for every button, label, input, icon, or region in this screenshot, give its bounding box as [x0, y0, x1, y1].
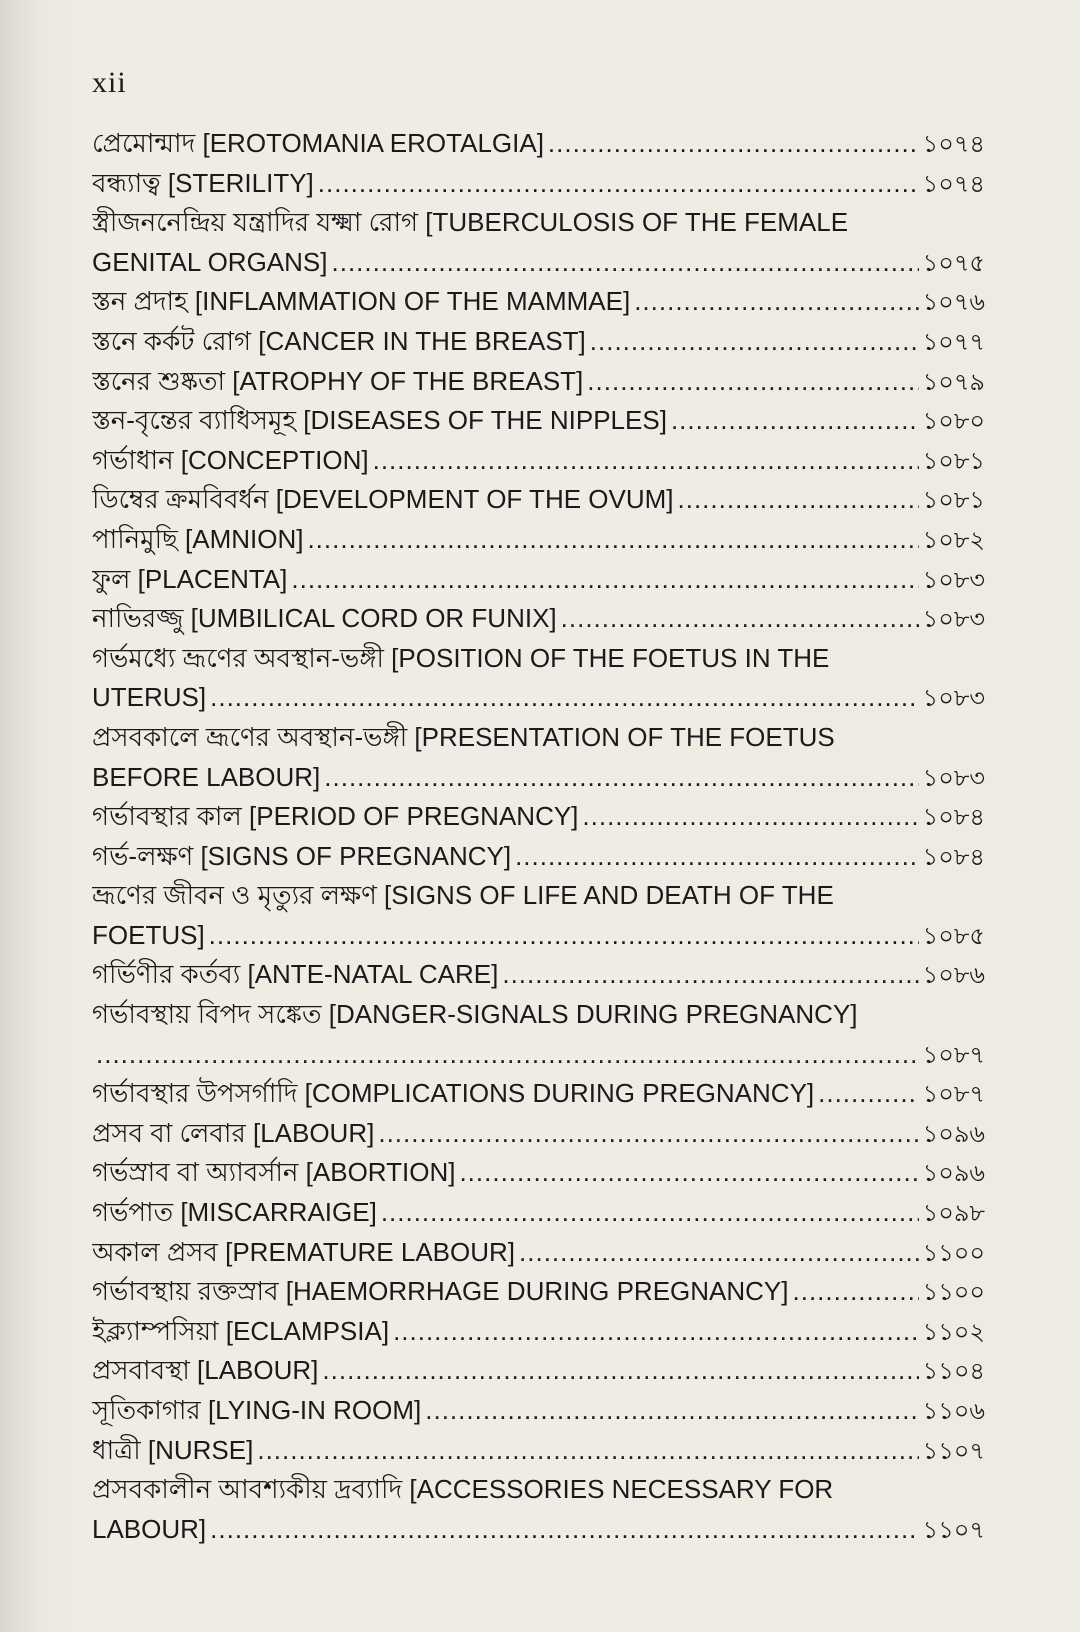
dot-leader [307, 520, 918, 560]
dot-leader [515, 837, 919, 877]
dot-leader [393, 1312, 919, 1352]
toc-entry-title: গর্ভাবস্থার কাল [PERIOD OF PREGNANCY] [92, 801, 579, 832]
toc-entry-page-number: ১১০০ [922, 1278, 985, 1307]
toc-entry-page-number: ১০৮৩ [922, 605, 985, 634]
toc-entry-page-number: ১০৮৭ [922, 1040, 985, 1069]
dot-leader [634, 282, 918, 322]
toc-entry-page-number: ১০৭৪ [922, 169, 985, 198]
toc-entry-title: নাভিরজ্জু [UMBILICAL CORD OR FUNIX] [92, 603, 557, 634]
toc-entry [92, 480, 985, 520]
toc-entry [92, 362, 985, 402]
toc-entry-page-number: ১১০৪ [922, 1357, 985, 1386]
toc-entry-title: BEFORE LABOUR] [92, 761, 321, 792]
toc-entry [92, 322, 985, 362]
toc-entry-title: প্রসবাবস্থা [LABOUR] [92, 1355, 319, 1386]
toc-entry-line [92, 560, 985, 600]
toc-entry-line [92, 441, 985, 481]
dot-leader [373, 441, 919, 481]
toc-entry-page-number: ১০৮৪ [922, 803, 985, 832]
dot-leader [96, 1035, 919, 1075]
toc-entry-title: গর্ভ-লক্ষণ [SIGNS OF PREGNANCY] [92, 840, 512, 871]
toc-entry-line [92, 480, 985, 520]
toc-entry [92, 955, 985, 995]
dot-leader [209, 916, 919, 956]
toc-entry-line [92, 1153, 985, 1193]
toc-entry-title: স্তনের শুষ্কতা [ATROPHY OF THE BREAST] [92, 365, 584, 396]
toc-entry-title-line: গর্ভাবস্থায় বিপদ সঙ্কেত [DANGER-SIGNALS DURING PREGNANCY] [92, 999, 858, 1030]
toc-entry-page-number: ১০৮৫ [922, 921, 985, 950]
toc-entry-title: পানিমুছি [AMNION] [92, 523, 304, 554]
dot-leader [459, 1153, 918, 1193]
toc-entry-line [92, 1312, 985, 1352]
toc-entry [92, 1351, 985, 1391]
toc-entry-title: ফুল [PLACENTA] [92, 563, 288, 594]
toc-entry-title: FOETUS] [92, 919, 205, 950]
toc-entry-title: ইক্ল্যাম্পসিয়া [ECLAMPSIA] [92, 1315, 390, 1346]
toc-entry [92, 718, 985, 797]
table-of-contents [92, 124, 985, 1549]
toc-entry-page-number: ১০৭৪ [922, 130, 985, 158]
toc-entry-line [92, 1193, 985, 1233]
toc-entry-title: অকাল প্রসব [PREMATURE LABOUR] [92, 1236, 516, 1267]
toc-entry-title: ডিম্বের ক্রমবিবর্ধন [DEVELOPMENT OF THE OVUM] [92, 484, 674, 515]
toc-entry-line [92, 362, 985, 402]
toc-entry-line [92, 1074, 985, 1114]
toc-entry-page-number: ১০৭৫ [922, 248, 985, 277]
toc-entry-line [92, 599, 985, 639]
toc-entry-line [92, 401, 985, 441]
toc-entry-page-number: ১১০০ [922, 1238, 985, 1267]
toc-entry [92, 639, 985, 718]
toc-entry-title: প্রসব বা লেবার [LABOUR] [92, 1117, 375, 1148]
toc-entry-title: প্রেমোন্মাদ [EROTOMANIA EROTALGIA] [92, 128, 544, 158]
toc-entry-line [92, 797, 985, 837]
toc-entry-title: গর্ভাবস্থায় রক্তস্রাব [HAEMORRHAGE DURING PREGNANCY] [92, 1276, 789, 1307]
toc-entry [92, 401, 985, 441]
dot-leader [291, 560, 918, 600]
toc-entry [92, 1470, 985, 1549]
toc-entry-title: গর্ভিণীর কর্তব্য [ANTE-NATAL CARE] [92, 959, 499, 990]
dot-leader [322, 1351, 918, 1391]
page-number: xii [92, 66, 127, 99]
dot-leader [818, 1074, 919, 1114]
toc-entry-title: স্তন-বৃন্তের ব্যাধিসমূহ [DISEASES OF THE NIPPLES] [92, 405, 667, 436]
toc-entry [92, 520, 985, 560]
dot-leader [332, 243, 919, 283]
toc-entry-line [92, 1510, 985, 1550]
toc-entry-title: গর্ভাবস্থার উপসর্গাদি [COMPLICATIONS DURING PREGNANCY] [92, 1078, 815, 1109]
dot-leader [671, 401, 919, 441]
toc-entry-title-line: প্রসবকালীন আবশ্যকীয় দ্রব্যাদি [ACCESSORIES NECESSARY FOR [92, 1474, 834, 1505]
toc-entry-page-number: ১১০৭ [922, 1515, 985, 1544]
dot-leader [561, 599, 919, 639]
toc-entry-line [92, 1114, 985, 1154]
toc-entry [92, 837, 985, 877]
toc-entry-line [92, 322, 985, 362]
toc-entry-title: গর্ভস্রাব বা অ্যাবর্সান [ABORTION] [92, 1157, 456, 1188]
toc-entry [92, 282, 985, 322]
toc-entry-line [92, 1391, 985, 1431]
toc-entry [92, 164, 985, 204]
toc-entry-line [92, 124, 985, 164]
toc-entry [92, 1272, 985, 1312]
toc-entry-line [92, 1035, 985, 1075]
dot-leader [548, 124, 919, 164]
toc-entry [92, 1114, 985, 1154]
toc-entry-page-number: ১০৯৬ [922, 1159, 985, 1188]
toc-entry-title: ধাত্রী [NURSE] [92, 1434, 254, 1465]
dot-leader [519, 1233, 919, 1273]
toc-entry-page-number: ১১০৬ [922, 1397, 985, 1425]
toc-entry-line [92, 1233, 985, 1273]
toc-entry-page-number: ১০৯৮ [922, 1199, 985, 1228]
toc-entry-title: সূতিকাগার [LYING-IN ROOM] [92, 1395, 422, 1425]
toc-entry-line [92, 678, 985, 718]
toc-entry [92, 1193, 985, 1233]
dot-leader [257, 1431, 918, 1471]
toc-entry-title: GENITAL ORGANS] [92, 246, 328, 277]
toc-entry [92, 1391, 985, 1431]
dot-leader [678, 480, 919, 520]
dot-leader [582, 797, 918, 837]
toc-entry-page-number: ১০৮১ [922, 486, 985, 515]
toc-entry [92, 560, 985, 600]
toc-entry-line [92, 955, 985, 995]
toc-entry [92, 1074, 985, 1114]
dot-leader [318, 164, 919, 204]
dot-leader [590, 322, 919, 362]
toc-entry-title-line: ভ্রূণের জীবন ও মৃত্যুর লক্ষণ [SIGNS OF LIFE AND DEATH OF THE [92, 880, 834, 911]
toc-entry-title: UTERUS] [92, 682, 207, 713]
toc-entry-page-number: ১০৮৩ [922, 684, 985, 713]
toc-entry-title-line: স্ত্রীজননেন্দ্রিয় যন্ত্রাদির যক্ষ্মা রোগ [TUBERCULOSIS OF THE FEMALE [92, 207, 849, 238]
toc-entry-line [92, 1431, 985, 1471]
dot-leader [381, 1193, 919, 1233]
dot-leader [502, 955, 918, 995]
toc-entry-title: LABOUR] [92, 1513, 207, 1544]
toc-entry [92, 124, 985, 164]
toc-entry [92, 203, 985, 282]
toc-entry-page-number: ১০৯৬ [922, 1119, 985, 1148]
toc-entry-page-number: ১০৮১ [922, 446, 985, 475]
toc-entry [92, 599, 985, 639]
toc-entry-page-number: ১০৭৬ [922, 288, 985, 317]
toc-entry [92, 1312, 985, 1352]
dot-leader [587, 362, 918, 402]
toc-entry-line [92, 837, 985, 877]
toc-entry-title: বন্ধ্যাত্ব [STERILITY] [92, 167, 314, 198]
toc-entry-page-number: ১০৮৩ [922, 565, 985, 594]
toc-entry-page-number: ১১০২ [922, 1317, 985, 1346]
toc-entry-title: স্তন প্রদাহ [INFLAMMATION OF THE MAMMAE] [92, 286, 631, 317]
dot-leader [425, 1391, 918, 1431]
dot-leader [210, 1510, 918, 1550]
dot-leader [793, 1272, 919, 1312]
toc-entry-page-number: ১০৭৯ [922, 367, 985, 396]
toc-entry-page-number: ১০৮৬ [922, 961, 985, 990]
toc-entry-title: গর্ভপাত [MISCARRAIGE] [92, 1197, 377, 1228]
toc-entry-page-number: ১০৭৭ [922, 327, 985, 356]
toc-entry-line [92, 164, 985, 204]
toc-entry-line [92, 1351, 985, 1391]
toc-entry [92, 441, 985, 481]
toc-entry-page-number: ১০৮৪ [922, 842, 985, 871]
dot-leader [378, 1114, 918, 1154]
toc-entry [92, 995, 985, 1074]
toc-entry-title-line: প্রসবকালে ভ্রূণের অবস্থান-ভঙ্গী [PRESENTATION OF THE FOETUS [92, 721, 835, 752]
toc-entry-page-number: ১০৮৩ [922, 763, 985, 792]
toc-entry [92, 1233, 985, 1273]
toc-entry-line [92, 916, 985, 956]
toc-entry [92, 797, 985, 837]
toc-entry-page-number: ১১০৭ [922, 1436, 985, 1465]
toc-entry-line [92, 243, 985, 283]
toc-entry [92, 876, 985, 955]
toc-entry-line [92, 282, 985, 322]
toc-entry-line [92, 758, 985, 798]
toc-entry-title: স্তনে কর্কট রোগ [CANCER IN THE BREAST] [92, 325, 586, 356]
toc-entry-title: গর্ভাধান [CONCEPTION] [92, 444, 369, 475]
toc-entry-page-number: ১০৮৭ [922, 1080, 985, 1109]
toc-entry-page-number: ১০৮২ [922, 525, 985, 554]
toc-entry [92, 1153, 985, 1193]
dot-leader [324, 758, 918, 798]
toc-entry-title-line: গর্ভমধ্যে ভ্রূণের অবস্থান-ভঙ্গী [POSITION OF THE FOETUS IN THE [92, 642, 830, 673]
toc-entry-line [92, 1272, 985, 1312]
dot-leader [210, 678, 919, 718]
toc-entry-page-number: ১০৮০ [922, 407, 985, 436]
toc-entry-line [92, 520, 985, 560]
toc-entry [92, 1431, 985, 1471]
